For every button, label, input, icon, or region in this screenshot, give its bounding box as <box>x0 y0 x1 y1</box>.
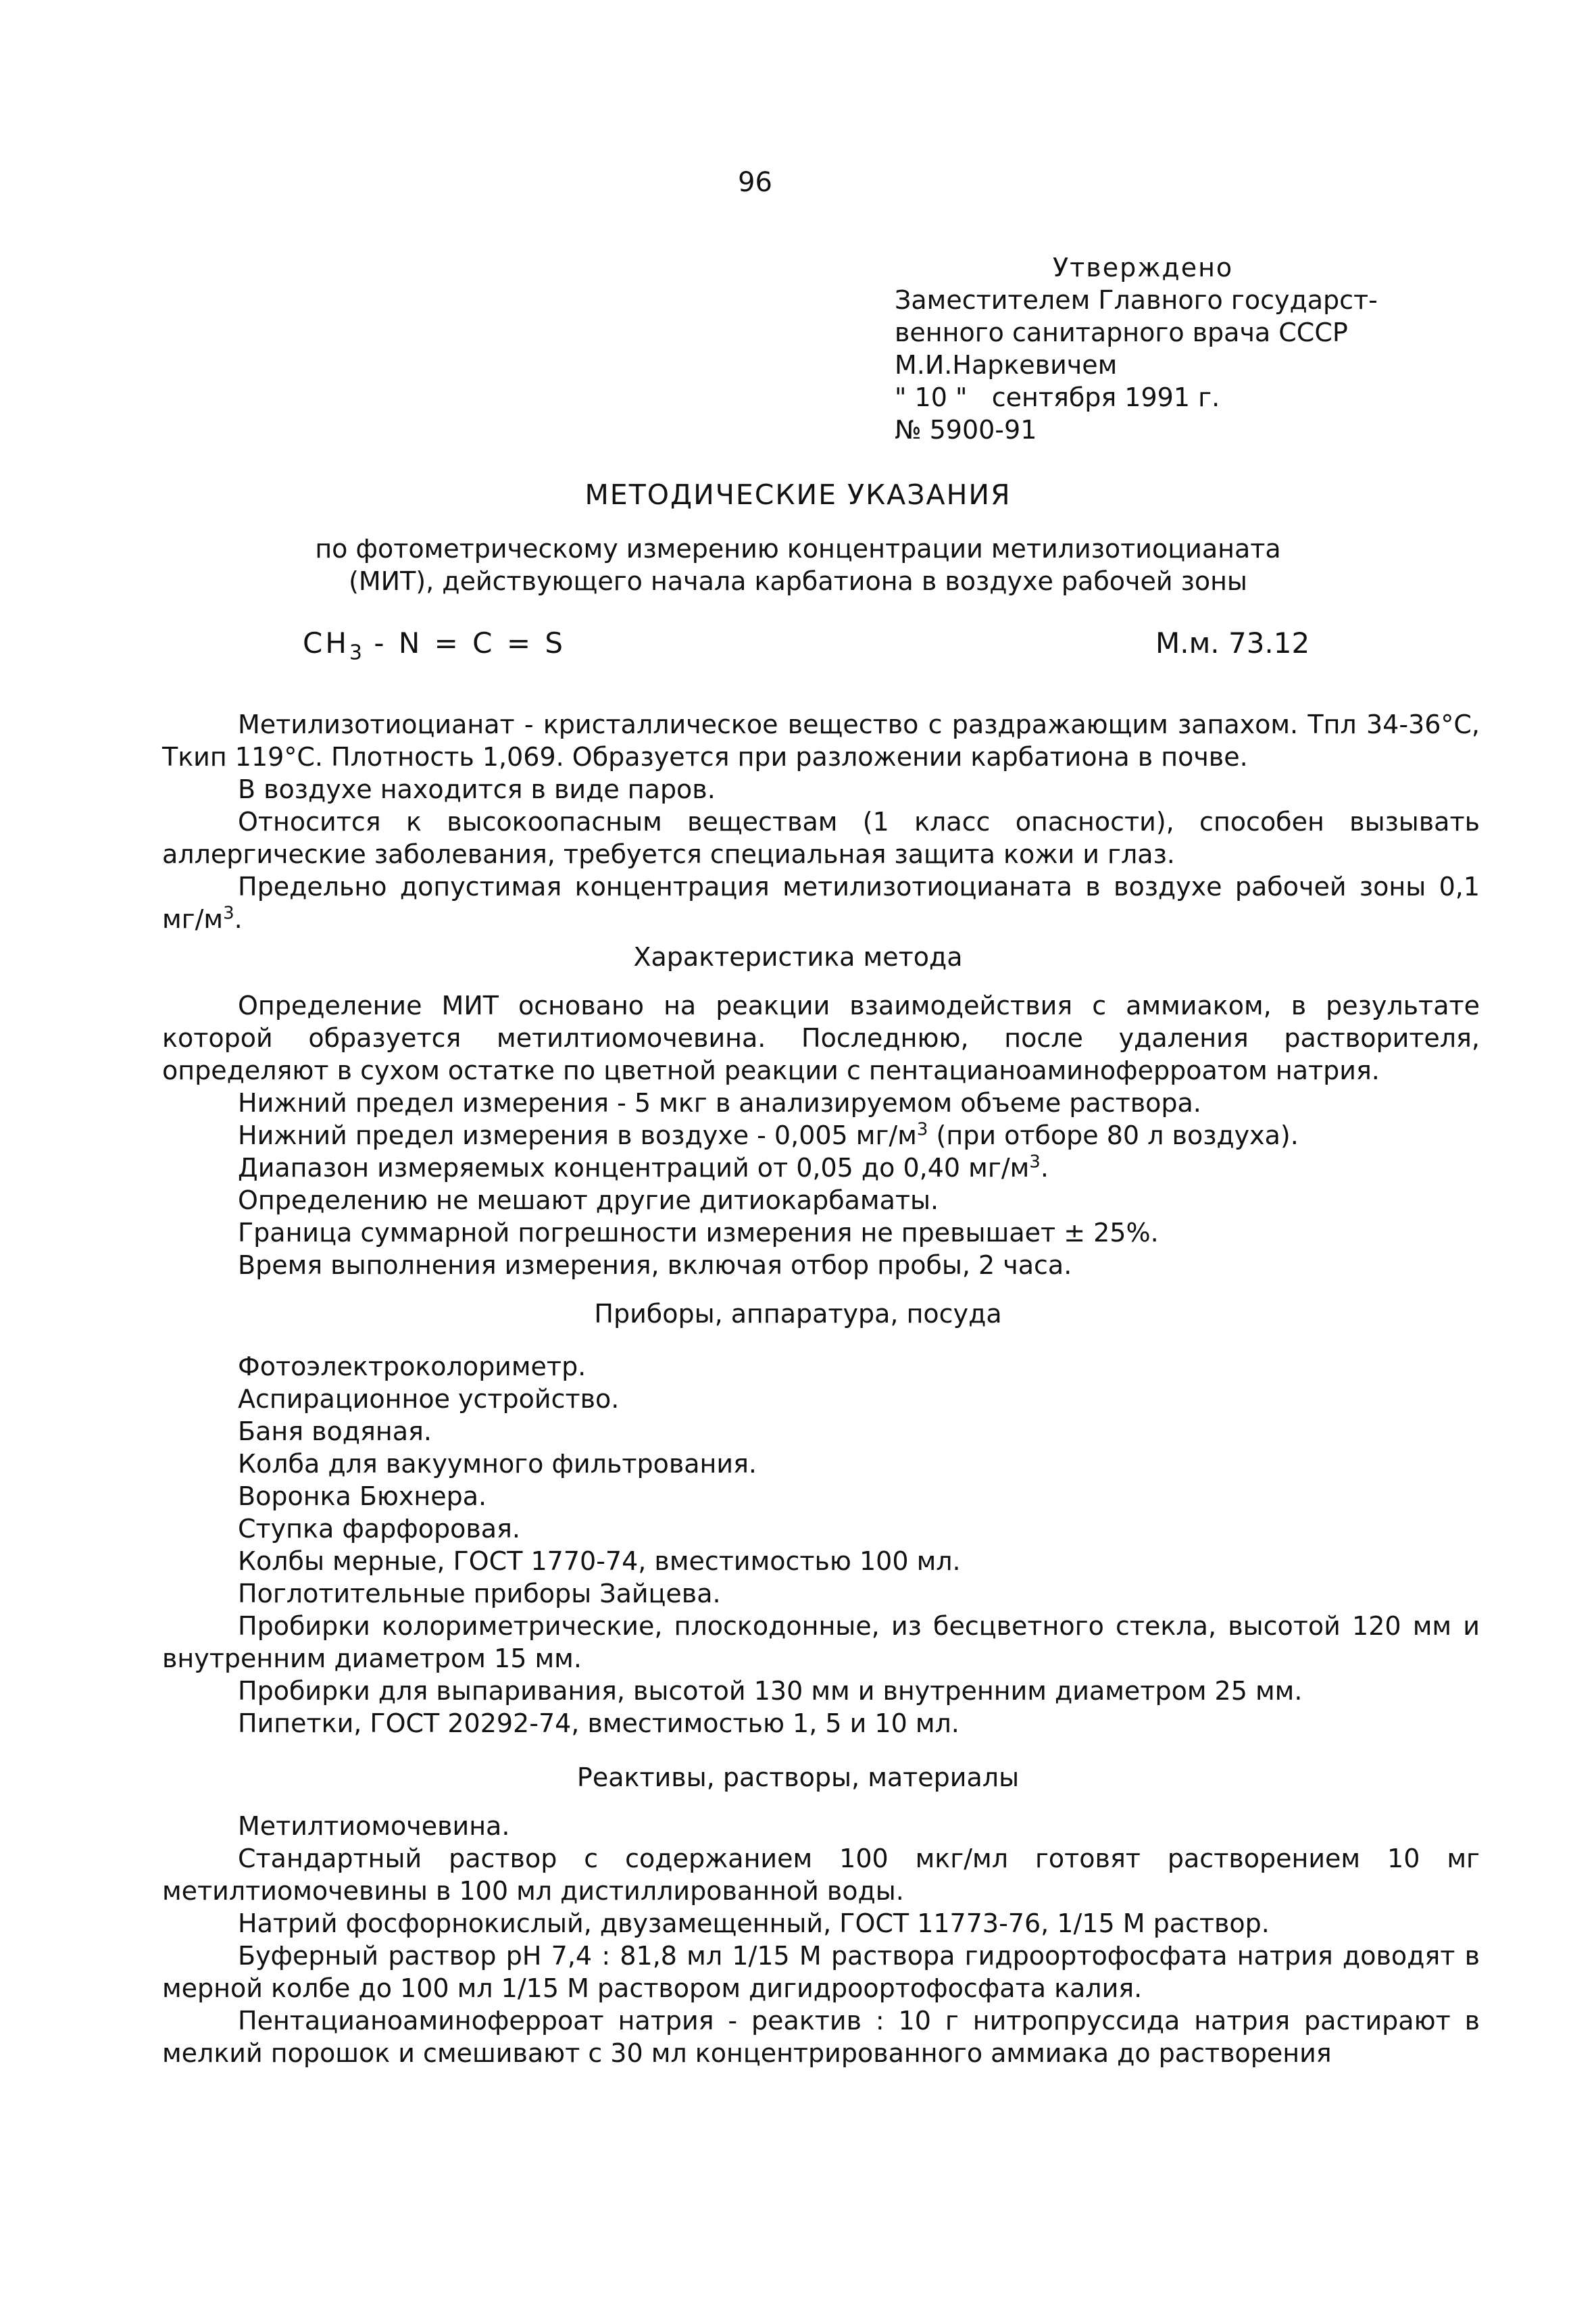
formula-ch: CH <box>303 626 349 660</box>
equipment-item: Баня водяная. <box>238 1417 432 1446</box>
subtitle-line: по фотометрическому измерению концентрации метилизотиоцианата <box>315 534 1281 564</box>
section-heading-equipment: Приборы, аппаратура, посуда <box>594 1299 1002 1329</box>
intro-paragraph: Метилизотиоцианат - кристаллическое вещество с раздражающим запахом. Тпл 34-36°С, Ткип 119°С. Плотность 1,069. Образуется при разложении карбатиона в почве. <box>162 710 1480 772</box>
equipment-item: Пробирки колориметрические, плоскодонные, из бесцветного стекла, высотой 120 мм и внутренним диаметром 15 мм. <box>162 1611 1480 1673</box>
method-section <box>162 989 1480 1281</box>
approval-title: Утверждено <box>1053 253 1234 282</box>
equipment-item: Ступка фарфоровая. <box>238 1514 520 1544</box>
approval-block <box>895 251 1378 446</box>
formula-subscript: 3 <box>349 641 363 665</box>
approval-line: венного санитарного врача СССР <box>895 318 1348 347</box>
reagent-item: Метилтиомочевина. <box>238 1811 510 1841</box>
equipment-item: Воронка Бюхнера. <box>238 1481 487 1511</box>
equipment-item: Пипетки, ГОСТ 20292-74, вместимостью 1, 5 и 10 мл. <box>238 1708 959 1738</box>
approval-date: " 10 " сентября 1991 г. <box>895 383 1220 412</box>
document-subtitle <box>0 533 1596 597</box>
equipment-item: Колбы мерные, ГОСТ 1770-74, вместимостью 100 мл. <box>238 1546 961 1576</box>
reagent-item: Буферный раствор рН 7,4 : 81,8 мл 1/15 М раствора гидроортофосфата натрия доводят в мерной колбе до 100 мл 1/15 М раствором дигидроортофосфата калия. <box>162 1941 1480 2003</box>
equipment-item: Поглотительные приборы Зайцева. <box>238 1579 721 1608</box>
reagents-section <box>162 1810 1480 2069</box>
method-paragraph: Нижний предел измерения - 5 мкг в анализируемом объеме раствора. <box>238 1088 1201 1118</box>
intro-paragraph: Относится к высокоопасным веществам (1 класс опасности), способен вызывать аллергические заболевания, требуется специальная защита кожи и глаз. <box>162 807 1480 869</box>
chemical-formula <box>303 627 566 669</box>
intro-section <box>162 708 1480 935</box>
method-paragraph: Определение МИТ основано на реакции взаимодействия с аммиаком, в результате которой образуется метилтиомочевина. Последнюю, после удаления растворителя, определяют в сухом остатке по цветной реакции с пентацианоаминоферроатом натрия. <box>162 991 1480 1085</box>
method-paragraph: Диапазон измеряемых концентраций от 0,05 до 0,40 $мг/м^3$. <box>238 1152 1049 1183</box>
approval-line: Заместителем Главного государст- <box>895 285 1378 315</box>
method-paragraph: Время выполнения измерения, включая отбор пробы, 2 часа. <box>238 1250 1072 1280</box>
approval-number: № 5900-91 <box>895 415 1037 445</box>
section-heading-method: Характеристика метода <box>633 942 963 972</box>
intro-paragraph: Предельно допустимая концентрация метилизотиоцианата в воздухе рабочей зоны 0,1 $мг/м^3$. <box>162 872 1480 934</box>
equipment-item: Пробирки для выпаривания, высотой 130 мм и внутренним диаметром 25 мм. <box>238 1676 1303 1706</box>
reagent-item: Стандартный раствор с содержанием 100 мкг/мл готовят растворением 10 мг метилтиомочевины в 100 мл дистиллированной воды. <box>162 1844 1480 1906</box>
equipment-item: Колба для вакуумного фильтрования. <box>238 1449 757 1479</box>
approval-signatory: М.И.Наркевичем <box>895 350 1118 380</box>
method-paragraph: Нижний предел измерения в воздухе - 0,005 $мг/м^3$ (при отборе 80 л воздуха). <box>238 1119 1299 1150</box>
reagent-item: Пентацианоаминоферроат натрия - реактив : 10 г нитропруссида натрия растирают в мелкий порошок и смешивают с 30 мл концентрированного аммиака до растворения <box>162 2006 1480 2068</box>
page-number: 96 <box>738 167 772 198</box>
formula-rest: - N = C = S <box>362 626 566 660</box>
method-paragraph: Граница суммарной погрешности измерения не превышает ± 25%. <box>238 1218 1159 1248</box>
intro-paragraph: В воздухе находится в виде паров. <box>238 774 716 804</box>
equipment-section <box>162 1350 1480 1740</box>
document-title: МЕТОДИЧЕСКИЕ УКАЗАНИЯ <box>584 478 1012 511</box>
equipment-item: Фотоэлектроколориметр. <box>238 1352 587 1381</box>
equipment-item: Аспирационное устройство. <box>238 1384 620 1414</box>
subtitle-line: (МИТ), действующего начала карбатиона в воздухе рабочей зоны <box>349 566 1247 596</box>
reagent-item: Натрий фосфорнокислый, двузамещенный, ГОСТ 11773-76, 1/15 М раствор. <box>238 1909 1270 1938</box>
molar-mass: М.м. 73.12 <box>1155 626 1310 660</box>
section-heading-reagents: Реактивы, растворы, материалы <box>576 1763 1020 1792</box>
method-paragraph: Определению не мешают другие дитиокарбаматы. <box>238 1185 939 1215</box>
